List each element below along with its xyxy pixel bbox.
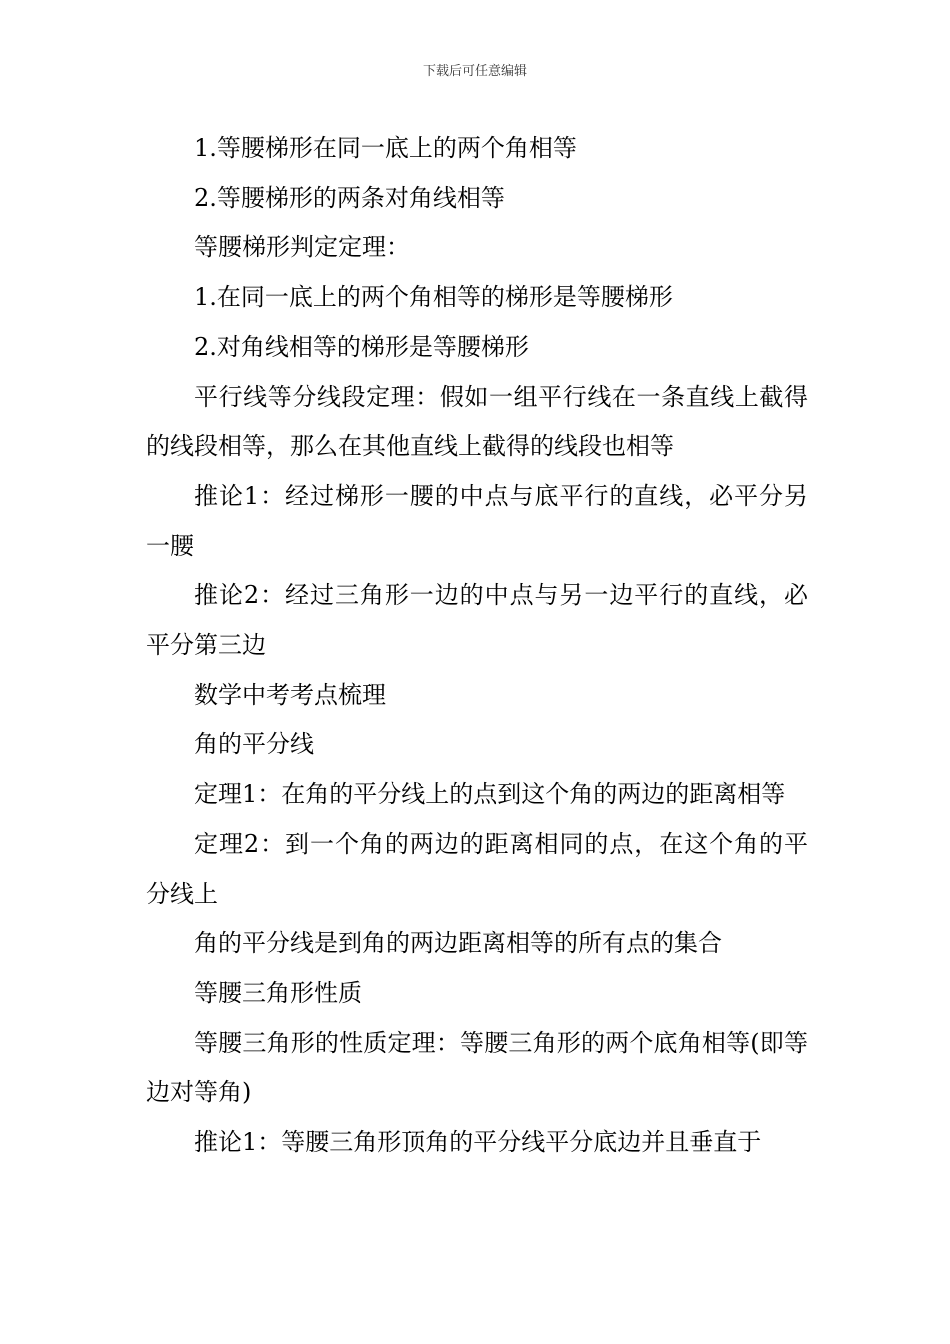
paragraph-bisector-locus: 角的平分线是到角的两边距离相等的所有点的集合 <box>194 929 722 958</box>
paragraph-bisector-theorem-2: 定理2：到一个角的两边的距离相同的点，在这个角的平分线上 <box>146 829 808 908</box>
paragraph-isosceles-triangle-theorem: 等腰三角形的性质定理：等腰三角形的两个底角相等(即等边对等角) <box>146 1028 808 1107</box>
paragraph-trapezoid-criterion-2: 2.对角线相等的梯形是等腰梯形 <box>194 332 529 361</box>
paragraph-exam-points-heading: 数学中考考点梳理 <box>194 680 386 709</box>
paragraph-isosceles-trapezoid-property-2: 2.等腰梯形的两条对角线相等 <box>194 183 505 212</box>
paragraph-isosceles-triangle-corollary-1: 推论1：等腰三角形顶角的平分线平分底边并且垂直于 <box>194 1128 762 1157</box>
paragraph-isosceles-triangle-heading: 等腰三角形性质 <box>194 978 362 1007</box>
paragraph-bisector-theorem-1: 定理1：在角的平分线上的点到这个角的两边的距离相等 <box>194 780 786 809</box>
paragraph-trapezoid-criteria-heading: 等腰梯形判定定理： <box>194 233 410 262</box>
paragraph-angle-bisector-heading: 角的平分线 <box>194 730 314 759</box>
paragraph-isosceles-trapezoid-property-1: 1.等腰梯形在同一底上的两个角相等 <box>194 134 577 162</box>
page-header-note: 下载后可任意编辑 <box>422 64 527 79</box>
paragraph-parallel-lines-theorem: 平行线等分线段定理：假如一组平行线在一条直线上截得的线段相等，那么在其他直线上截得的线段也相等 <box>146 382 808 461</box>
paragraph-corollary-1-trapezoid: 推论1：经过梯形一腰的中点与底平行的直线，必平分另一腰 <box>146 481 808 560</box>
document-body <box>146 124 808 1168</box>
paragraph-trapezoid-criterion-1: 1.在同一底上的两个角相等的梯形是等腰梯形 <box>194 283 673 312</box>
paragraph-corollary-2-triangle: 推论2：经过三角形一边的中点与另一边平行的直线，必平分第三边 <box>146 581 808 660</box>
